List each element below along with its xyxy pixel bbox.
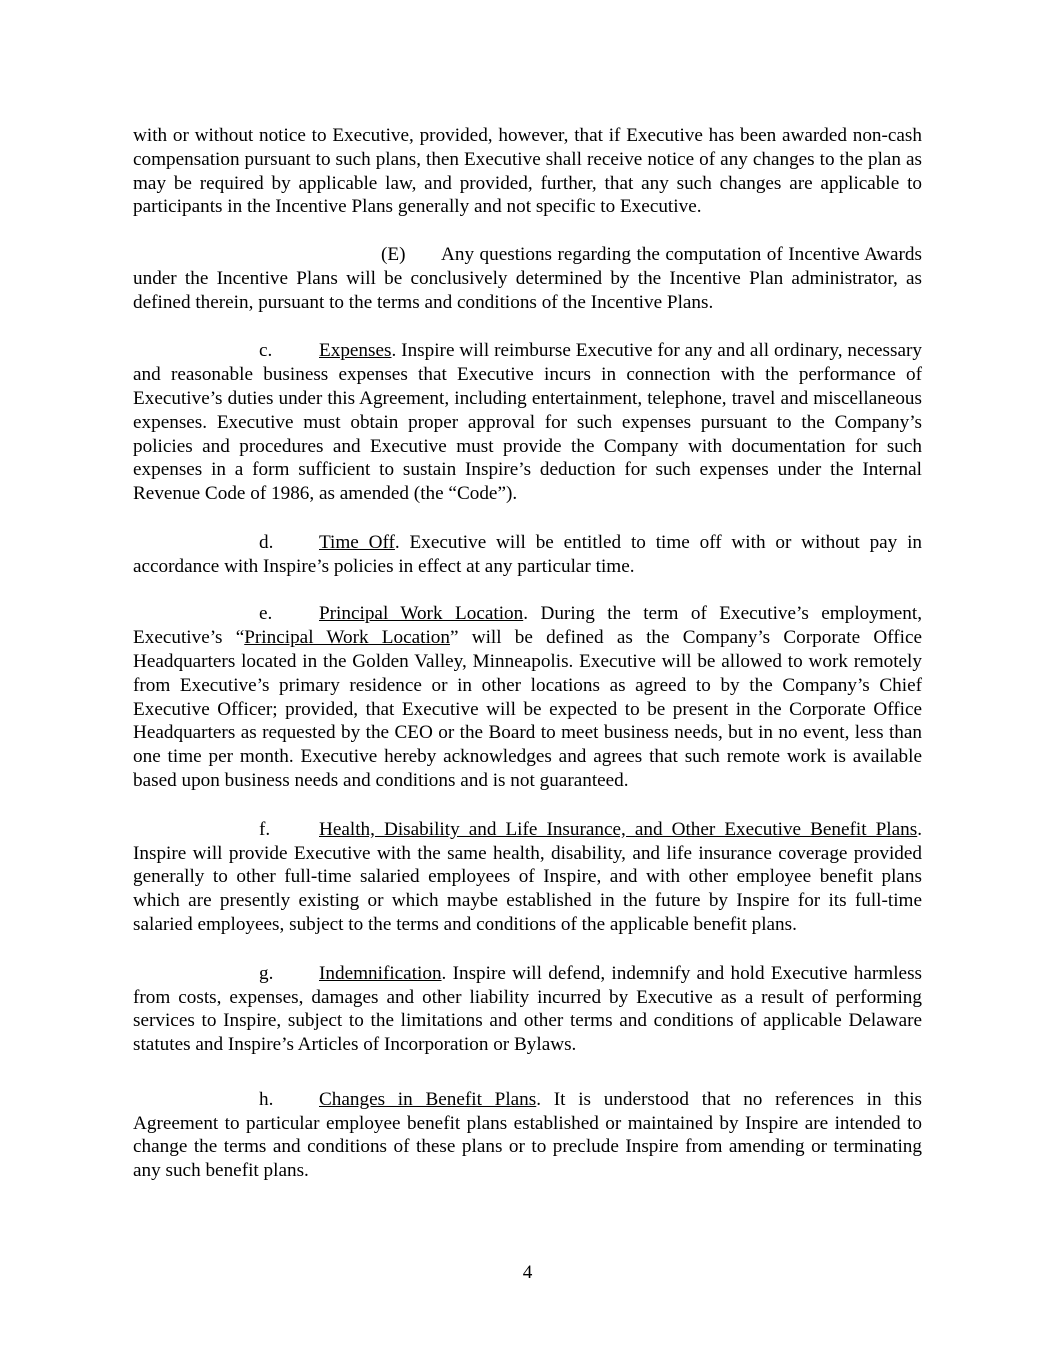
paragraph-text: with or without notice to Executive, provided, however, that if Executive has been awarded non-cash compensation pursuant to such plans, then Executive shall receive notice of any changes to the plan as may be required by applicable law, and provided, further, that any such changes are applicable to participants in the Incentive Plans generally and not specific to Executive. (133, 125, 922, 218)
section-text: . It is understood that no references in this Agreement to particular employee benefit plans established or maintained by Inspire are intended to change the terms and conditions of these plans or to preclude Inspire from amending or terminating any such benefit plans. (133, 1088, 923, 1182)
section-label: d. (259, 531, 274, 553)
section-expenses (133, 339, 922, 506)
section-label: e. (259, 603, 273, 625)
section-heading: Indemnification (319, 962, 442, 984)
section-text: . During the term of Executive’s employment, Executive’s “ (133, 603, 922, 649)
section-text: . Inspire will defend, indemnify and hold Executive harmless from costs, expenses, damages and other liability incurred by Executive as a result of performing services to Inspire, subject to the limitations and other terms and conditions of applicable Delaware statutes and Inspire’s Articles of Incorporation or Bylaws. (133, 962, 922, 1056)
section-label: h. (259, 1088, 274, 1110)
section-text-continued: ” will be defined as the Company’s Corporate Office Headquarters located in the Golden Valley, Minneapolis. Executive will be allowed to work remotely from Executive’s primary residence or in other locations as agreed to by the Company’s Chief Executive Officer; provided, that Executive will be expected to be present in the Corporate Office Headquarters as requested by the CEO or the Board to meet business needs, but in no event, less than one time per month. Executive hereby acknowledges and agrees that such remote work is available based upon business needs and conditions and is not guaranteed. (133, 627, 922, 791)
page-number: 4 (522, 1262, 533, 1283)
section-label: g. (259, 962, 274, 984)
section-principal-work-location (133, 602, 922, 792)
section-text: . Inspire will provide Executive with the same health, disability, and life insurance coverage provided generally to other full-time salaried employees of Inspire, and with other employee benefit plans which are presently existing or which maybe established in the future by Inspire for its full-time salaried employees, subject to the terms and conditions of the applicable benefit plans. (133, 818, 922, 935)
section-heading: Time Off (319, 531, 395, 553)
section-heading: Health, Disability and Life Insurance, and Other Executive Benefit Plans (319, 818, 918, 840)
section-indemnification (133, 962, 922, 1057)
section-changes-in-benefit-plans (133, 1088, 922, 1183)
paragraph-incentive-computation (133, 243, 922, 314)
document-page (133, 124, 922, 1207)
section-label: f. (259, 818, 271, 840)
section-text: . Executive will be entitled to time off with or without pay in accordance with Inspire’s policies in effect at any particular time. (133, 531, 923, 577)
section-heading: Changes in Benefit Plans (319, 1088, 537, 1110)
section-heading: Expenses (319, 340, 392, 362)
paragraph-text: Any questions regarding the computation of Incentive Awards under the Incentive Plans will be conclusively determined by the Incentive Plan administrator, as defined therein, pursuant to the terms and conditions of the Incentive Plans. (133, 243, 922, 313)
subsection-label: (E) (381, 243, 406, 265)
defined-term: Principal Work Location (244, 627, 450, 649)
section-text: . Inspire will reimburse Executive for any and all ordinary, necessary and reasonable business expenses that Executive incurs in connection with the performance of Executive’s duties under this Agreement, including entertainment, telephone, travel and miscellaneous expenses. Executive must obtain proper approval for such expenses pursuant to the Company’s policies and procedures and Executive must provide the Company with documentation for such expenses in a form sufficient to sustain Inspire’s deduction for such expenses under the Internal Revenue Code of 1986, as amended (the “Code”). (133, 340, 922, 505)
section-heading: Principal Work Location (319, 603, 524, 625)
section-time-off (133, 531, 922, 579)
section-label: c. (259, 340, 273, 362)
paragraph-continuation (133, 124, 922, 219)
section-health-insurance (133, 818, 922, 937)
